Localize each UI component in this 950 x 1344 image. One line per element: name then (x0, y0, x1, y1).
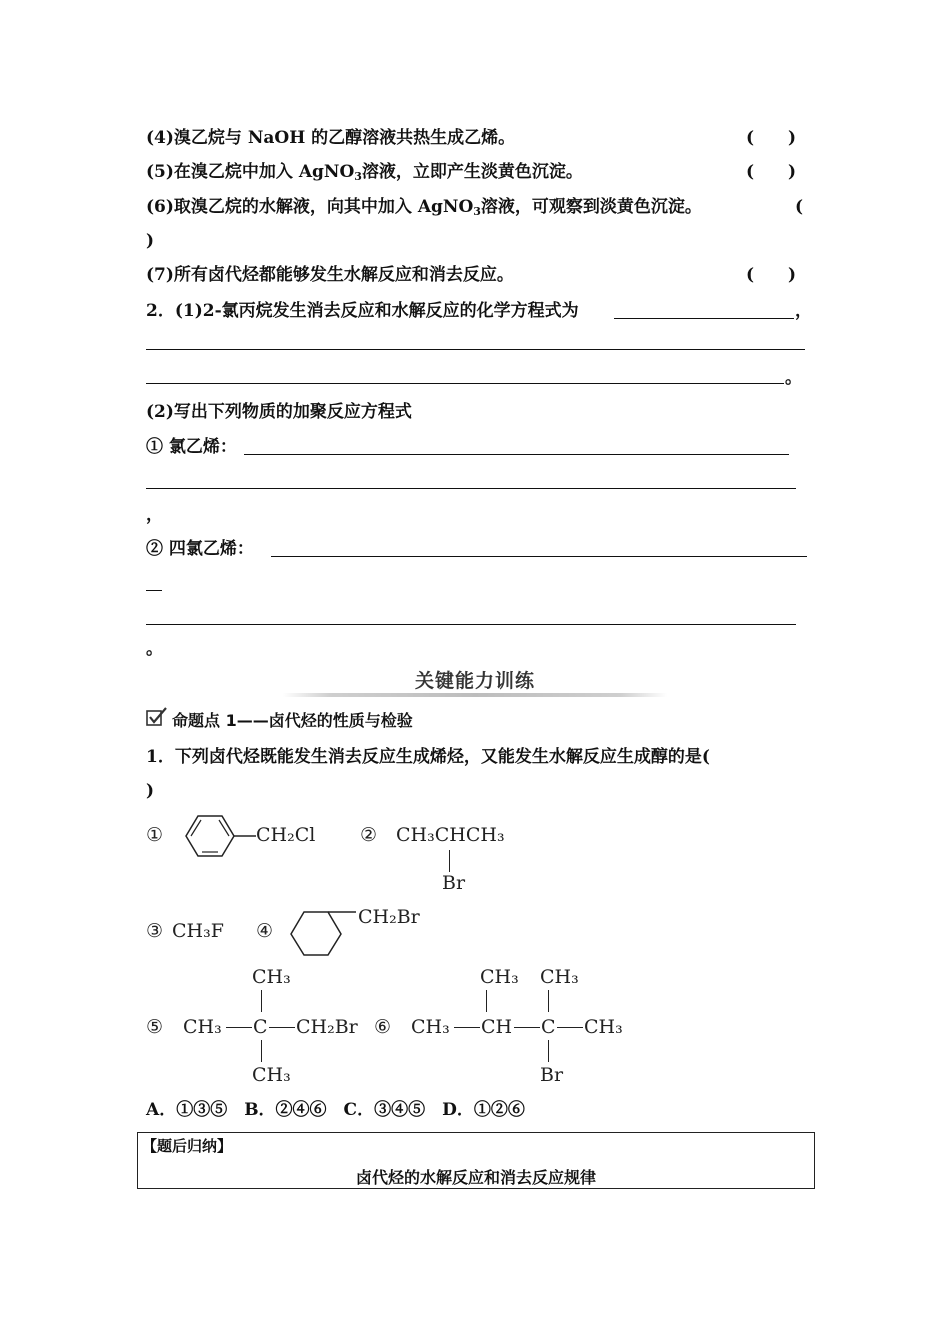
structure-6-ch: CH (481, 1016, 513, 1038)
label-4: ④ (256, 920, 274, 942)
bond-line (269, 1027, 295, 1028)
item-5: (5)在溴乙烷中加入 AgNO$_3$溶液，立即产生淡黄色沉淀。 (146, 162, 583, 183)
mcq-stem: 1．下列卤代烃既能发生消去反应生成烯烃，又能发生水解反应生成醇的是( (146, 747, 710, 767)
topic-point-text: ——卤代烃的性质与检验 (236, 711, 413, 730)
q2-item2-label: ② 四氯乙烯： (146, 539, 254, 559)
structure-5-c: C (253, 1016, 268, 1038)
cyclohexane-ring-icon (288, 904, 362, 958)
answer-blank[interactable] (146, 590, 162, 591)
section-header (283, 662, 667, 700)
label-3: ③ (146, 920, 164, 942)
answer-paren-7[interactable]: ( ) (746, 265, 797, 285)
structure-6-top1: CH₃ (480, 966, 519, 988)
answer-paren-4[interactable]: ( ) (746, 128, 797, 148)
answer-blank[interactable] (146, 624, 796, 625)
bond-line (261, 1040, 262, 1062)
section-title: 关键能力训练 (414, 670, 535, 692)
q2-item1-label: ① 氯乙烯： (146, 437, 237, 457)
item-4: (4)溴乙烷与 NaOH 的乙醇溶液共热生成乙烯。 (146, 128, 516, 148)
structure-6-right: CH₃ (584, 1016, 623, 1038)
answer-blank[interactable] (146, 349, 805, 350)
bond-line (449, 850, 450, 872)
bond-line (548, 1040, 549, 1062)
section-divider (283, 693, 667, 697)
label-2: ② (360, 824, 378, 846)
structure-2-br: Br (442, 872, 466, 894)
mcq-stem-end: ) (146, 781, 155, 801)
answer-blank[interactable] (614, 318, 794, 319)
answer-blank[interactable] (146, 383, 784, 384)
answer-blank[interactable] (271, 556, 807, 557)
answer-paren-5[interactable]: ( ) (746, 162, 797, 182)
structure-6-c: C (541, 1016, 556, 1038)
answer-blank[interactable] (244, 454, 789, 455)
structure-1-group: CH₂Cl (256, 824, 316, 846)
structure-6-br: Br (540, 1064, 564, 1086)
bond-line (548, 990, 549, 1012)
q2-item2-end: 。 (146, 639, 163, 659)
summary-title: 卤代烃的水解反应和消去反应规律 (355, 1168, 596, 1187)
structure-5-bottom: CH₃ (252, 1064, 291, 1086)
answer-blank[interactable] (146, 488, 796, 489)
label-5: ⑤ (146, 1016, 164, 1038)
summary-tag: 【题后归纳】 (142, 1137, 233, 1155)
label-1: ① (146, 824, 164, 846)
item-7: (7)所有卤代烃都能够发生水解反应和消去反应。 (146, 265, 514, 285)
checkbox-icon (146, 707, 168, 727)
structure-5-left: CH₃ (183, 1016, 222, 1038)
q2-item1-end: ， (146, 505, 163, 525)
bond-line (226, 1027, 252, 1028)
bond-line (454, 1027, 480, 1028)
bond-line (557, 1027, 583, 1028)
structure-3: CH₃F (172, 920, 224, 942)
structure-6-top2: CH₃ (540, 966, 579, 988)
topic-point-label: 命题点 1 (172, 711, 237, 730)
bond-line (486, 990, 487, 1012)
summary-box (137, 1132, 815, 1189)
structure-5-top: CH₃ (252, 966, 291, 988)
q2-comma: ， (795, 301, 812, 321)
structure-6-left: CH₃ (411, 1016, 450, 1038)
structure-5-right: CH₂Br (296, 1016, 358, 1038)
structure-4-group: CH₂Br (358, 906, 420, 928)
answer-paren-6-close[interactable]: ) (146, 231, 155, 251)
item-6: (6)取溴乙烷的水解液，向其中加入 AgNO$_3$溶液，可观察到淡黄色沉淀。 (146, 197, 702, 218)
label-6: ⑥ (374, 1016, 392, 1038)
mcq-options[interactable]: A．①③⑤ B．②④⑥ C．③④⑤ D．①②⑥ (146, 1100, 525, 1120)
structure-2-main: CH₃CHCH₃ (396, 824, 505, 846)
q2-period: 。 (785, 368, 802, 388)
bond-line (514, 1027, 540, 1028)
q2-part2: (2)写出下列物质的加聚反应方程式 (146, 402, 412, 422)
bond-line (261, 990, 262, 1012)
benzene-ring-icon (182, 812, 262, 860)
answer-paren-6-open[interactable]: ( (795, 197, 804, 217)
q2-part1: 2．(1)2-氯丙烷发生消去反应和水解反应的化学方程式为 (146, 301, 579, 321)
